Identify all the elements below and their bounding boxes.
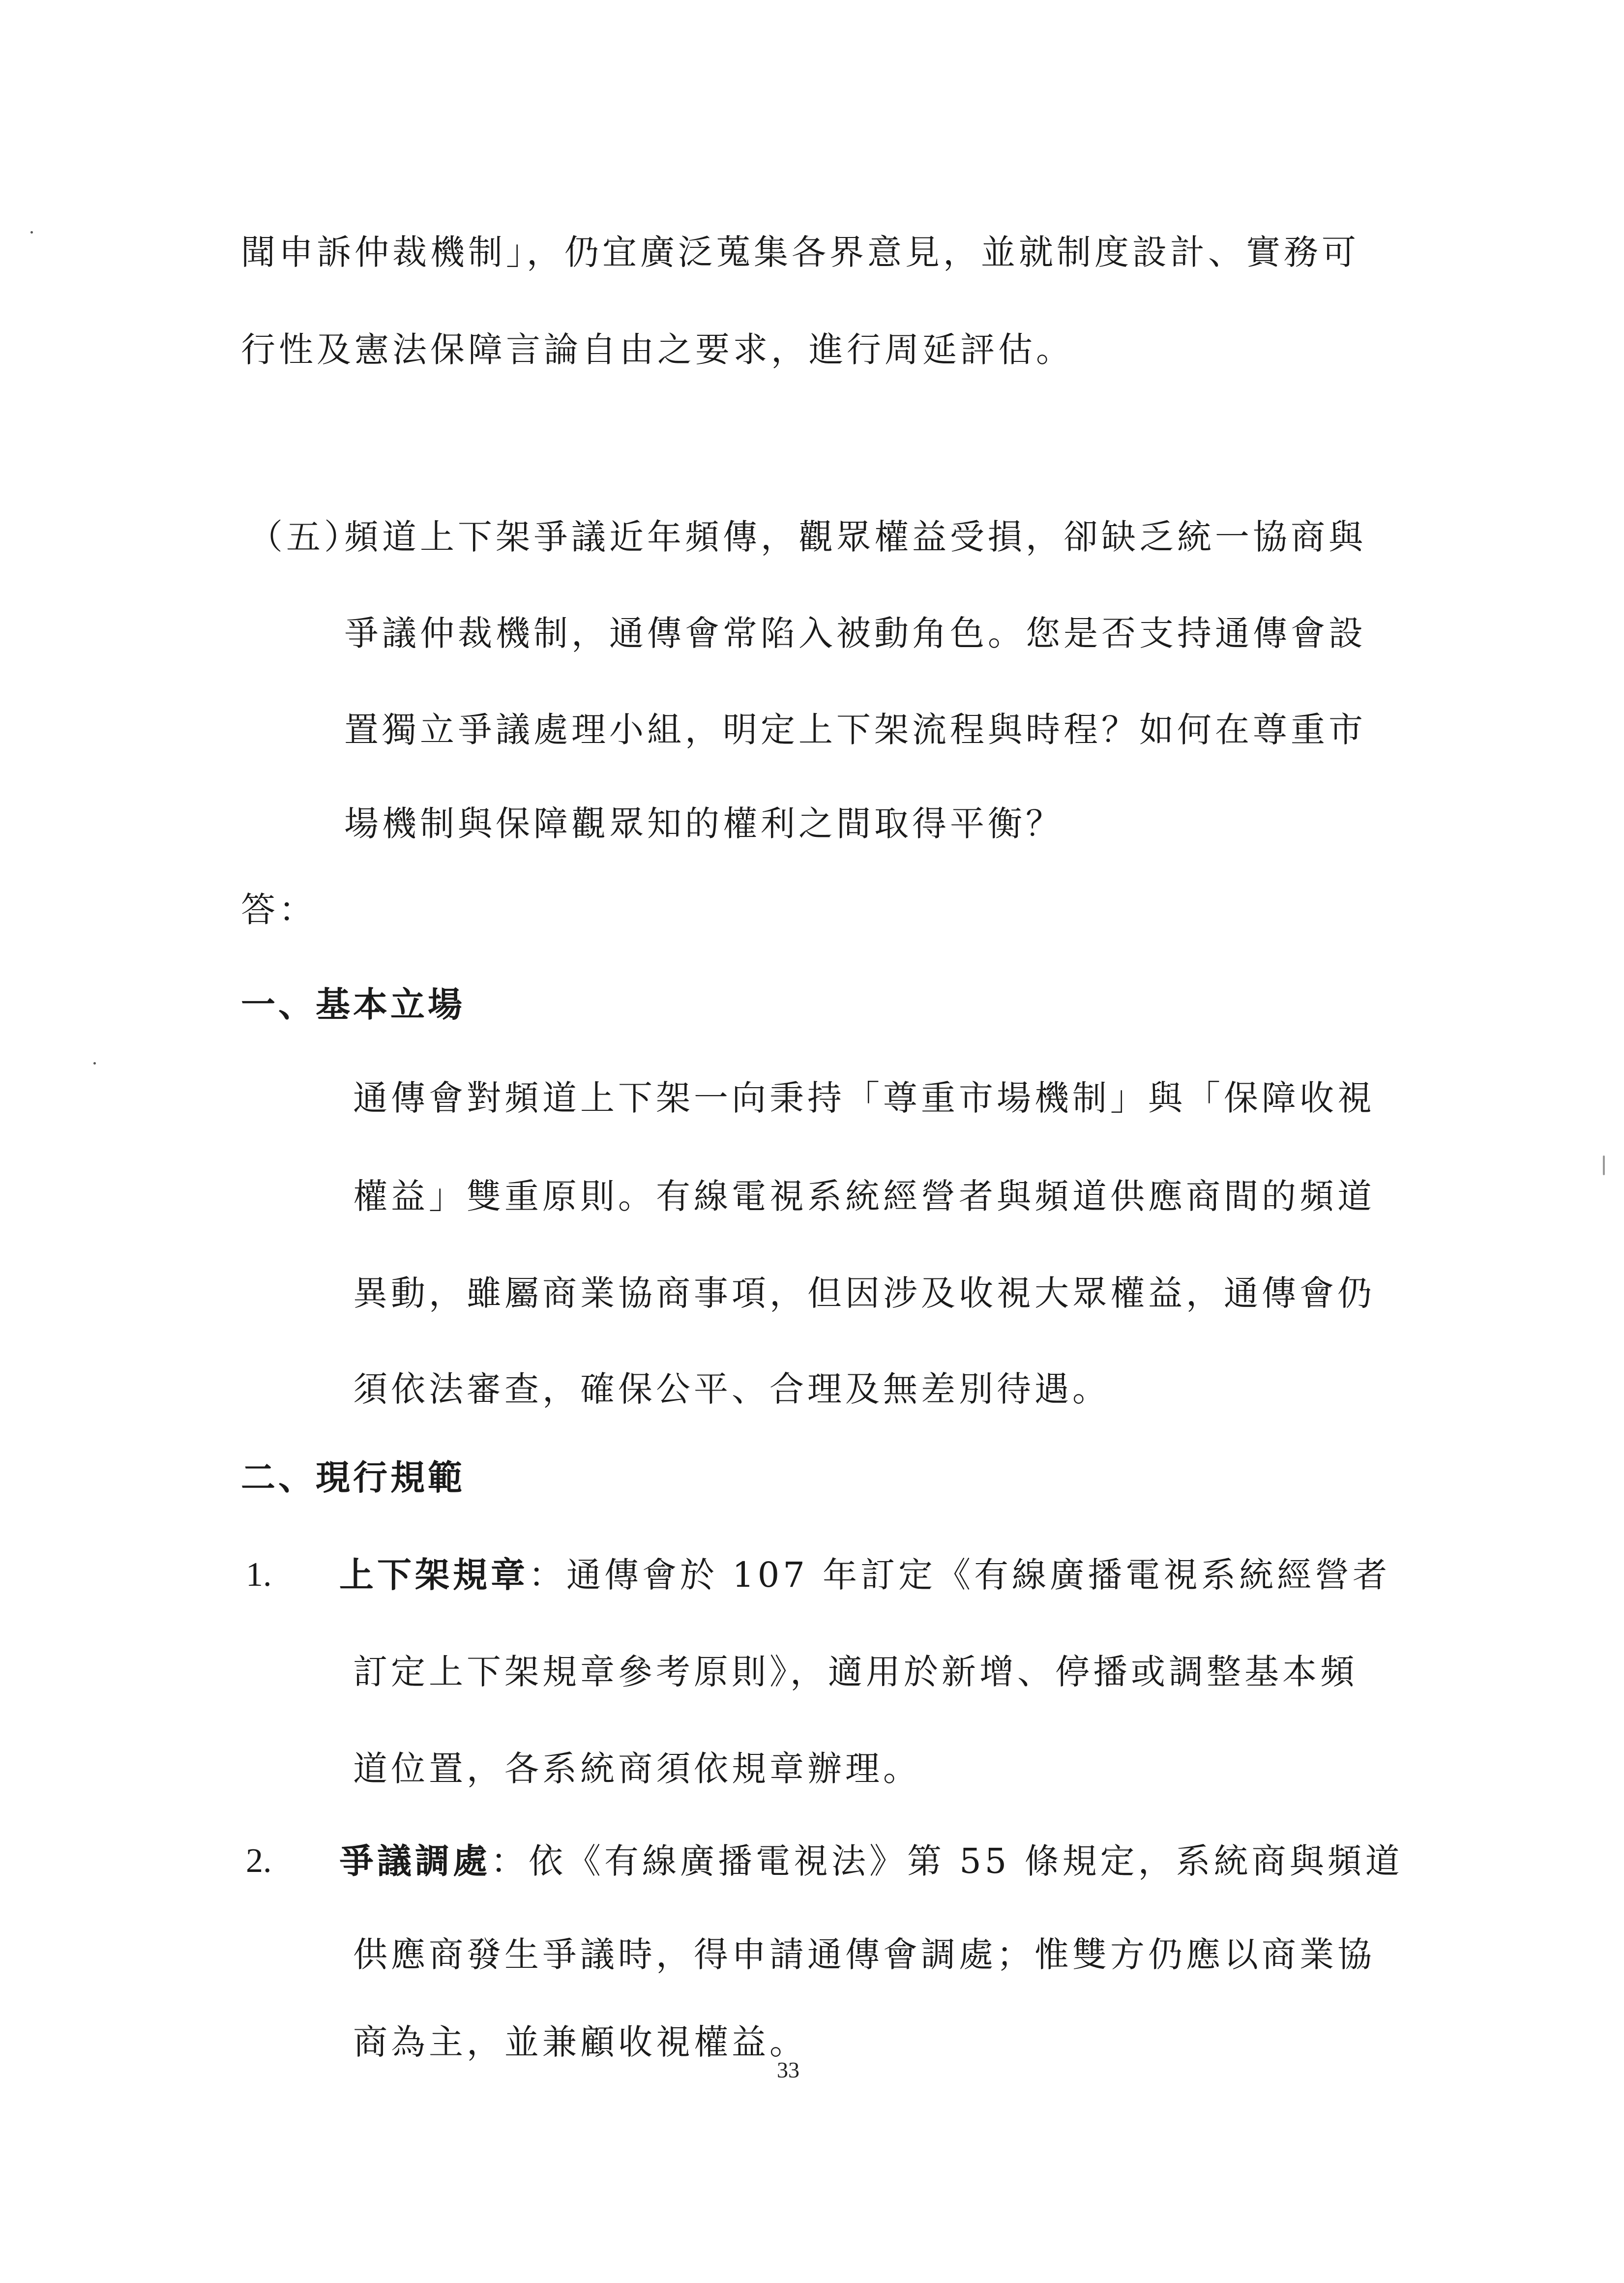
list-item-text: ：通傳會於 107 年訂定《有線廣播電視系統經營者	[529, 1555, 1391, 1595]
list-item-line-3: 商為主，並兼顧收視權益。	[353, 2022, 807, 2062]
section-2-heading: 二、現行規範	[241, 1457, 465, 1498]
scan-speck	[93, 1062, 96, 1065]
question-line-2: 爭議仲裁機制，通傳會常陷入被動角色。您是否支持通傳會設	[344, 613, 1366, 653]
section-1-line-2: 權益」雙重原則。有線電視系統經營者與頻道供應商間的頻道	[353, 1176, 1375, 1216]
question-line-4: 場機制與保障觀眾知的權利之間取得平衡？	[344, 803, 1063, 844]
section-1-line-1: 通傳會對頻道上下架一向秉持「尊重市場機制」與「保障收視	[353, 1078, 1375, 1118]
section-1-heading: 一、基本立場	[241, 984, 465, 1025]
question-line-3: 置獨立爭議處理小組，明定上下架流程與時程？如何在尊重市	[344, 710, 1366, 750]
list-item-text: ：依《有線廣播電視法》第 55 條規定，系統商與頻道	[491, 1841, 1403, 1881]
section-1-line-4: 須依法審查，確保公平、合理及無差別待遇。	[353, 1369, 1110, 1409]
list-item-number: 2.	[246, 1842, 272, 1880]
answer-label: 答：	[241, 889, 317, 930]
list-item-line-2: 訂定上下架規章參考原則》，適用於新增、停播或調整基本頻	[353, 1652, 1358, 1692]
list-item-term: 上下架規章	[339, 1554, 529, 1595]
list-item-line-1	[339, 1553, 1390, 1597]
list-item-term: 爭議調處	[339, 1840, 491, 1881]
list-item-line-3: 道位置，各系統商須依規章辦理。	[353, 1749, 921, 1789]
question-line-1: 頻道上下架爭議近年頻傳，觀眾權益受損，卻缺乏統一協商與	[344, 517, 1366, 557]
intro-line-1: 聞申訴仲裁機制」，仍宜廣泛蒐集各界意見，並就制度設計、實務可	[241, 232, 1359, 272]
list-item-number: 1.	[246, 1556, 272, 1594]
intro-line-2: 行性及憲法保障言論自由之要求，進行周延評估。	[241, 329, 1074, 370]
section-1-line-3: 異動，雖屬商業協商事項，但因涉及收視大眾權益，通傳會仍	[353, 1273, 1375, 1313]
list-item-line-2: 供應商發生爭議時，得申請通傳會調處；惟雙方仍應以商業協	[353, 1934, 1375, 1975]
scan-speck	[30, 231, 33, 234]
question-marker: （五）	[248, 517, 362, 557]
page-number: 33	[777, 2057, 799, 2082]
list-item-line-1	[339, 1839, 1403, 1883]
scan-speck	[1603, 1156, 1605, 1175]
